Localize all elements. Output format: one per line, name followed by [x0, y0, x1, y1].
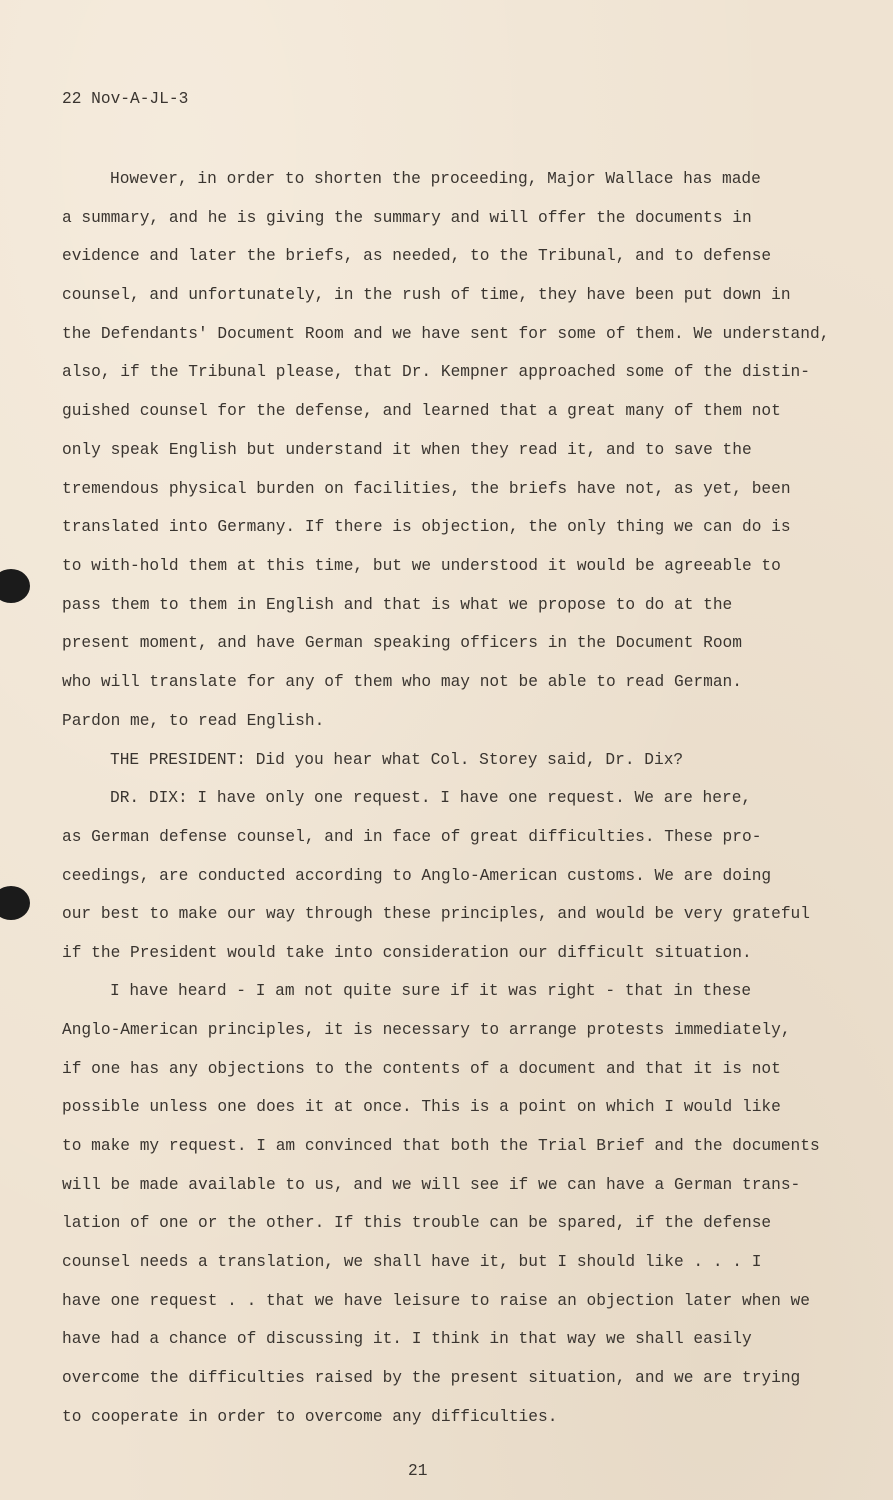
- text-line: counsel needs a translation, we shall have it, but I should like . . . I: [62, 1253, 762, 1271]
- text-line: have one request . . that we have leisure to raise an objection later when we: [62, 1292, 810, 1310]
- page-number: 21: [408, 1462, 428, 1480]
- text-line: guished counsel for the defense, and learned that a great many of them not: [62, 402, 781, 420]
- text-line: translated into Germany. If there is objection, the only thing we can do is: [62, 518, 791, 536]
- text-line: a summary, and he is giving the summary and will offer the documents in: [62, 209, 752, 227]
- text-line: have had a chance of discussing it. I think in that way we shall easily: [62, 1330, 752, 1348]
- text-line: to cooperate in order to overcome any difficulties.: [62, 1408, 558, 1426]
- text-line: to with-hold them at this time, but we understood it would be agreeable to: [62, 557, 781, 575]
- text-line: counsel, and unfortunately, in the rush of time, they have been put down in: [62, 286, 791, 304]
- text-line: the Defendants' Document Room and we have sent for some of them. We understand,: [62, 325, 830, 343]
- text-line: DR. DIX: I have only one request. I have one request. We are here,: [110, 789, 752, 807]
- text-line: pass them to them in English and that is what we propose to do at the: [62, 596, 733, 614]
- text-line: our best to make our way through these principles, and would be very grateful: [62, 905, 810, 923]
- document-header: 22 Nov-A-JL-3: [62, 90, 189, 108]
- punch-hole: [0, 886, 30, 920]
- text-line: ceedings, are conducted according to Anglo-American customs. We are doing: [62, 867, 772, 885]
- text-line: I have heard - I am not quite sure if it was right - that in these: [110, 982, 752, 1000]
- text-line: However, in order to shorten the proceeding, Major Wallace has made: [110, 170, 761, 188]
- text-line: only speak English but understand it when they read it, and to save the: [62, 441, 752, 459]
- text-line: as German defense counsel, and in face of great difficulties. These pro-: [62, 828, 762, 846]
- text-line: who will translate for any of them who may not be able to read German.: [62, 673, 742, 691]
- text-line: if one has any objections to the contents of a document and that it is not: [62, 1060, 781, 1078]
- text-line: present moment, and have German speaking officers in the Document Room: [62, 634, 742, 652]
- text-line: Anglo-American principles, it is necessary to arrange protests immediately,: [62, 1021, 791, 1039]
- text-line: lation of one or the other. If this trouble can be spared, if the defense: [62, 1214, 772, 1232]
- text-line: overcome the difficulties raised by the present situation, and we are trying: [62, 1369, 801, 1387]
- text-line: tremendous physical burden on facilities, the briefs have not, as yet, been: [62, 480, 791, 498]
- text-line: to make my request. I am convinced that both the Trial Brief and the documents: [62, 1137, 820, 1155]
- text-line: evidence and later the briefs, as needed, to the Tribunal, and to defense: [62, 247, 772, 265]
- text-line: also, if the Tribunal please, that Dr. Kempner approached some of the distin-: [62, 363, 810, 381]
- punch-hole: [0, 569, 30, 603]
- text-line: if the President would take into consideration our difficult situation.: [62, 944, 752, 962]
- text-line: possible unless one does it at once. This is a point on which I would like: [62, 1098, 781, 1116]
- text-line: Pardon me, to read English.: [62, 712, 325, 730]
- text-line: will be made available to us, and we will see if we can have a German trans-: [62, 1176, 801, 1194]
- text-line: THE PRESIDENT: Did you hear what Col. Storey said, Dr. Dix?: [110, 751, 684, 769]
